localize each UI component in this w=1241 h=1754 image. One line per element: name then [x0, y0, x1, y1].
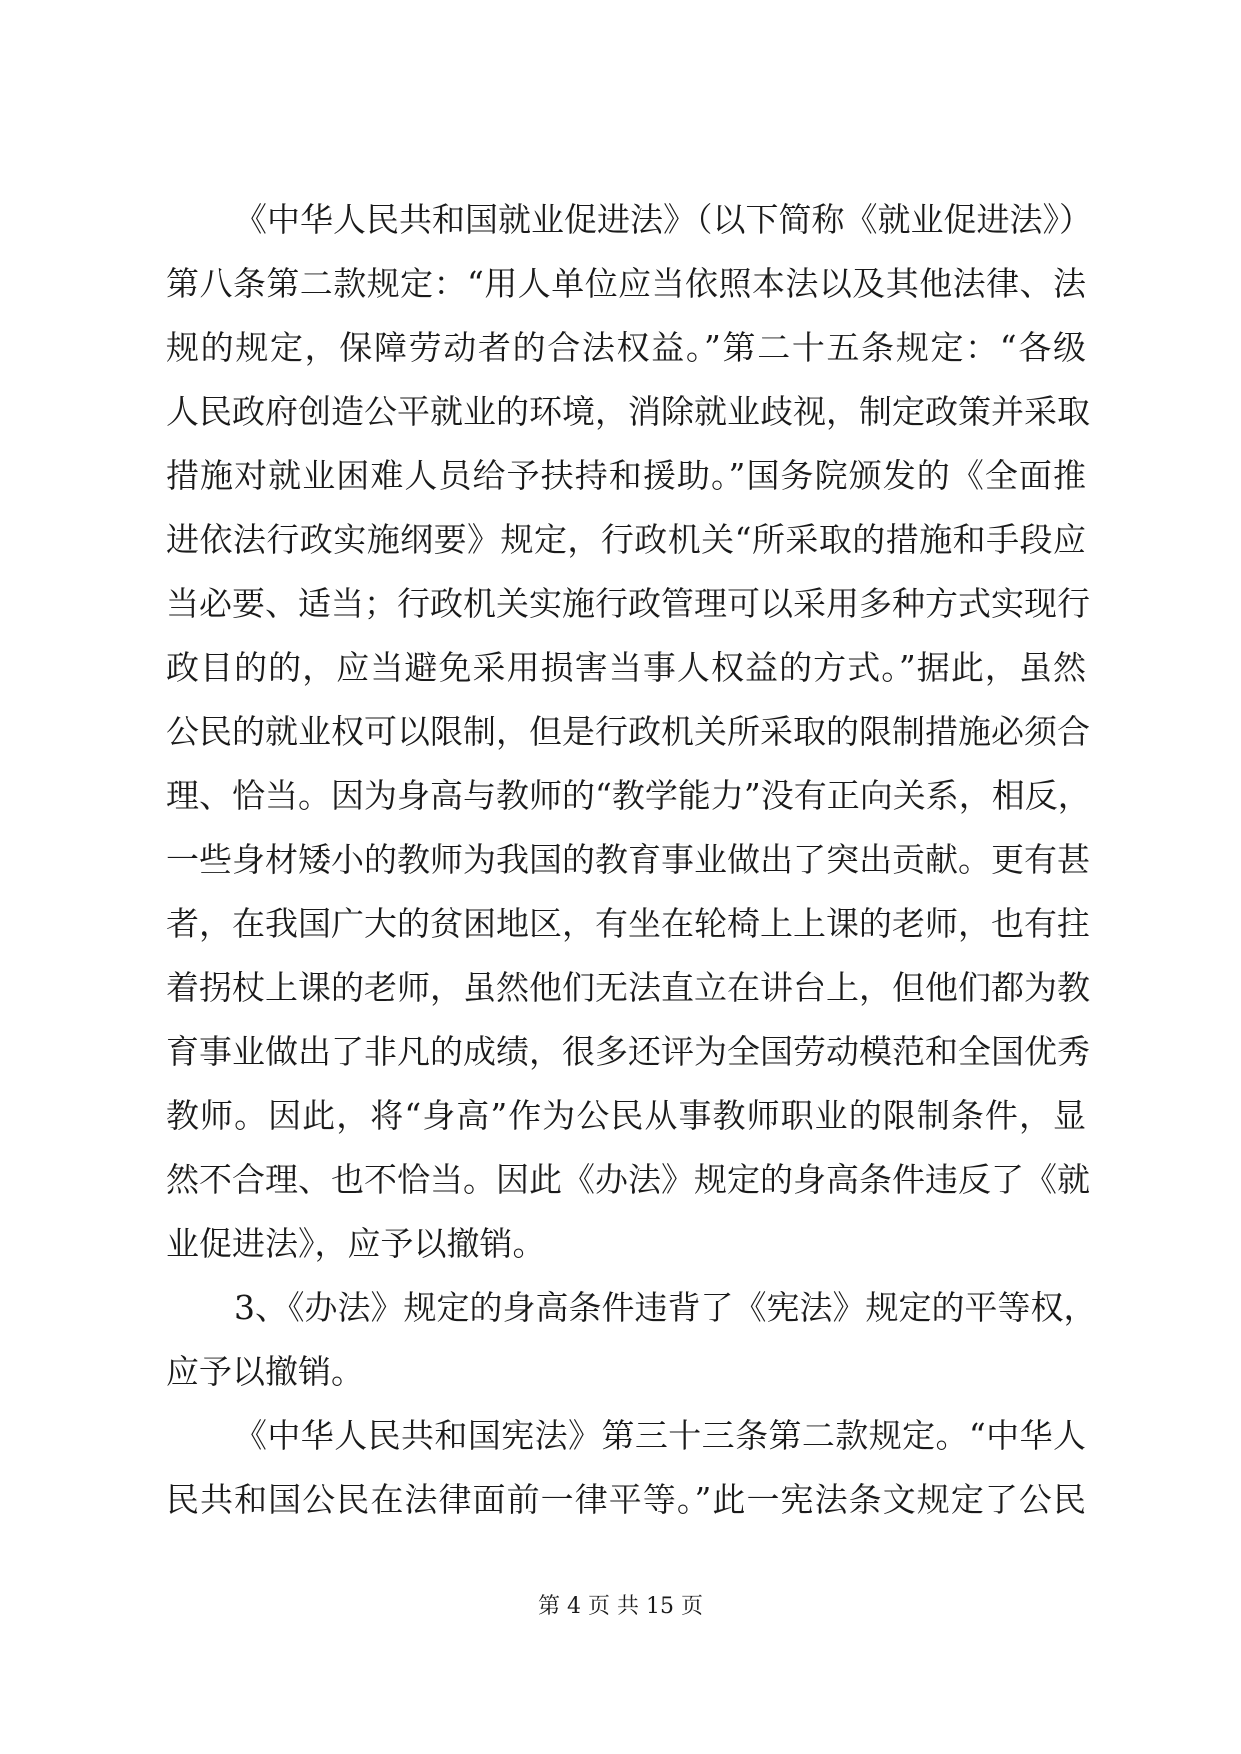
text-line: 3、《办法》规定的身高条件违背了《宪法》规定的平等权， — [234, 1288, 1097, 1327]
text-line: 理、恰当。因为身高与教师的“教学能力”没有正向关系，相反， — [166, 776, 1091, 815]
text-line: 进依法行政实施纲要》规定，行政机关“所采取的措施和手段应 — [166, 520, 1086, 559]
text-line: 一些身材矮小的教师为我国的教育事业做出了突出贡献。更有甚 — [166, 840, 1090, 879]
text-line: 者，在我国广大的贫困地区，有坐在轮椅上上课的老师，也有拄 — [166, 904, 1090, 943]
text-line: 民共和国公民在法律面前一律平等。”此一宪法条文规定了公民 — [166, 1480, 1086, 1519]
text-line: 政目的的，应当避免采用损害当事人权益的方式。”据此，虽然 — [166, 648, 1086, 687]
text-line: 育事业做出了非凡的成绩，很多还评为全国劳动模范和全国优秀 — [166, 1032, 1090, 1071]
text-line: 教师。因此，将“身高”作为公民从事教师职业的限制条件，显 — [166, 1096, 1086, 1135]
text-line: 《中华人民共和国就业促进法》（以下简称《就业促进法》） — [234, 200, 1092, 239]
text-line: 规的规定，保障劳动者的合法权益。”第二十五条规定：“各级 — [166, 328, 1086, 367]
text-line: 当必要、适当；行政机关实施行政管理可以采用多种方式实现行 — [166, 584, 1090, 623]
text-line: 公民的就业权可以限制，但是行政机关所采取的限制措施必须合 — [166, 712, 1090, 751]
text-line: 业促进法》，应予以撤销。 — [166, 1224, 546, 1263]
text-line: 然不合理、也不恰当。因此《办法》规定的身高条件违反了《就 — [166, 1160, 1090, 1199]
text-line: 第八条第二款规定：“用人单位应当依照本法以及其他法律、法 — [166, 264, 1086, 303]
text-line: 着拐杖上课的老师，虽然他们无法直立在讲台上，但他们都为教 — [166, 968, 1090, 1007]
text-line: 措施对就业困难人员给予扶持和援助。”国务院颁发的《全面推 — [166, 456, 1086, 495]
text-line: 应予以撤销。 — [166, 1352, 364, 1391]
text-line: 人民政府创造公平就业的环境，消除就业歧视，制定政策并采取 — [166, 392, 1090, 431]
text-line: 《中华人民共和国宪法》第三十三条第二款规定。“中华人 — [234, 1416, 1086, 1455]
page-number-footer: 第 4 页 共 15 页 — [538, 1594, 703, 1619]
